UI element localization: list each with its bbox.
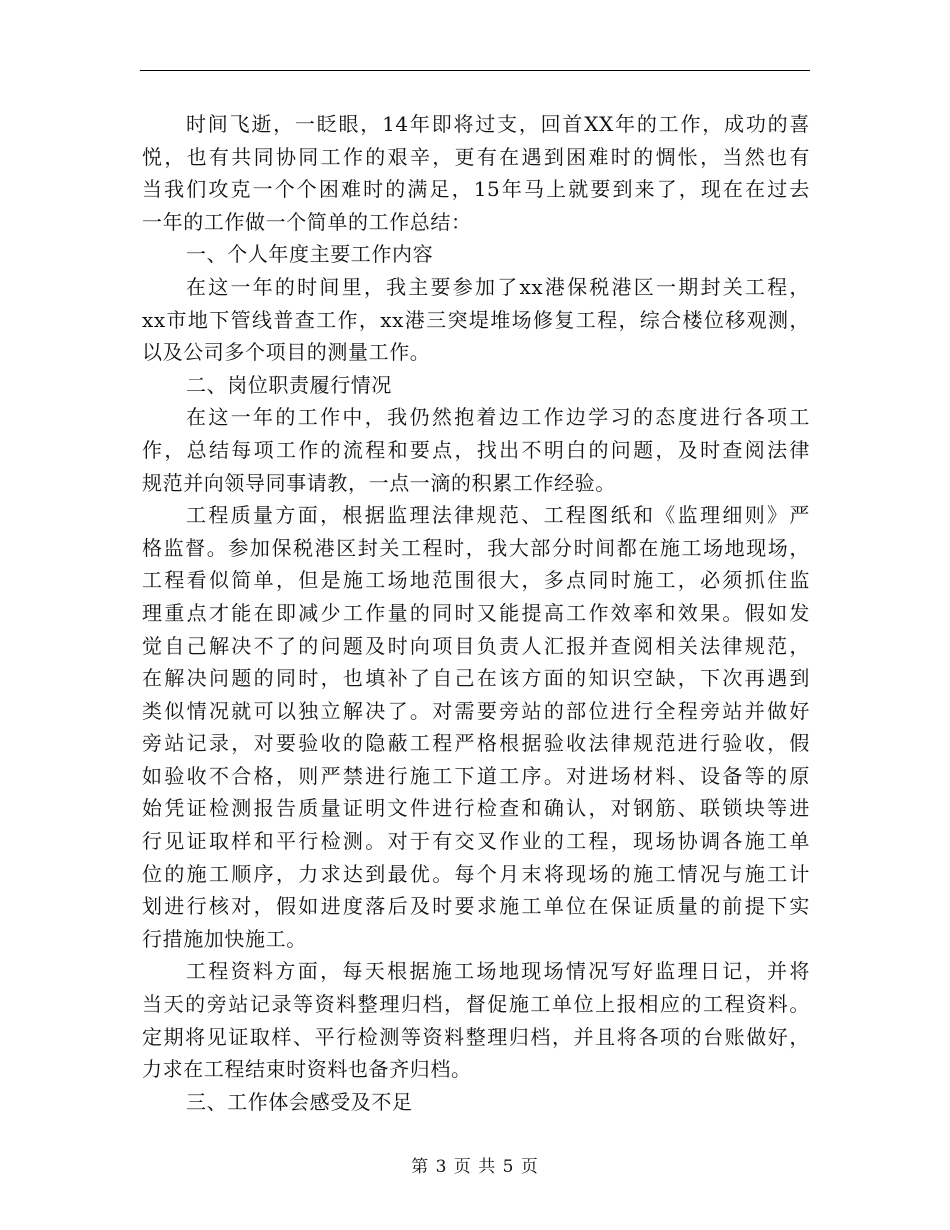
document-line: 位的施工顺序，力求达到最优。每个月末将现场的施工情况与施工计 (142, 861, 810, 886)
document-line: 工程质量方面，根据监理法律规范、工程图纸和《监理细则》严 (186, 503, 810, 528)
document-body (142, 108, 810, 1118)
document-line: 觉自己解决不了的问题及时向项目负责人汇报并查阅相关法律规范， (142, 633, 810, 658)
document-line: 在这一年的工作中，我仍然抱着边工作边学习的态度进行各项工 (186, 405, 810, 430)
document-line: 始凭证检测报告质量证明文件进行检查和确认，对钢筋、联锁块等进 (142, 796, 810, 821)
document-line: 旁站记录，对要验收的隐蔽工程严格根据验收法律规范进行验收，假 (142, 731, 810, 756)
document-line: 定期将见证取样、平行检测等资料整理归档，并且将各项的台账做好， (142, 1024, 810, 1049)
document-line: 在这一年的时间里，我主要参加了xx港保税港区一期封关工程， (186, 274, 810, 299)
document-line: 行措施加快施工。 (142, 926, 307, 951)
document-line: 一年的工作做一个简单的工作总结： (142, 209, 472, 234)
header-rule (140, 70, 810, 71)
page-number-footer: 第 3 页 共 5 页 (411, 1157, 539, 1177)
document-line: 如验收不合格，则严禁进行施工下道工序。对进场材料、设备等的原 (142, 763, 810, 788)
document-line: 规范并向领导同事请教，一点一滴的积累工作经验。 (142, 470, 616, 495)
document-line: 类似情况就可以独立解决了。对需要旁站的部位进行全程旁站并做好 (142, 698, 810, 723)
document-line: 划进行核对，假如进度落后及时要求施工单位在保证质量的前提下实 (142, 894, 810, 919)
document-line: 作，总结每项工作的流程和要点，找出不明白的问题，及时查阅法律 (142, 437, 810, 462)
document-line: 时间飞逝，一眨眼，14年即将过支，回首XX年的工作，成功的喜 (186, 112, 810, 136)
document-line: 工程资料方面，每天根据施工场地现场情况写好监理日记，并将 (186, 959, 810, 984)
document-line: 在解决问题的同时，也填补了自己在该方面的知识空缺，下次再遇到 (142, 666, 810, 691)
document-line: 以及公司多个项目的测量工作。 (142, 340, 431, 365)
document-line: 工程看似简单，但是施工场地范围很大，多点同时施工，必须抓住监 (142, 568, 810, 593)
document-line: 三、工作体会感受及不足 (186, 1089, 413, 1114)
document-line: 行见证取样和平行检测。对于有交叉作业的工程，现场协调各施工单 (142, 829, 810, 854)
document-line: 力求在工程结束时资料也备齐归档。 (142, 1057, 472, 1082)
document-line: 当我们攻克一个个困难时的满足，15年马上就要到来了，现在在过去 (142, 177, 810, 202)
document-line: 格监督。参加保税港区封关工程时，我大部分时间都在施工场地现场， (142, 535, 810, 560)
document-line: 一、个人年度主要工作内容 (186, 242, 434, 267)
document-line: 当天的旁站记录等资料整理归档，督促施工单位上报相应的工程资料。 (142, 992, 810, 1017)
document-line: 悦，也有共同协同工作的艰辛，更有在遇到困难时的惆怅，当然也有 (142, 144, 810, 169)
document-line: xx市地下管线普查工作，xx港三突堤堆场修复工程，综合楼位移观测， (142, 307, 810, 332)
document-line: 理重点才能在即减少工作量的同时又能提高工作效率和效果。假如发 (142, 600, 810, 625)
document-line: 二、岗位职责履行情况 (186, 372, 392, 397)
